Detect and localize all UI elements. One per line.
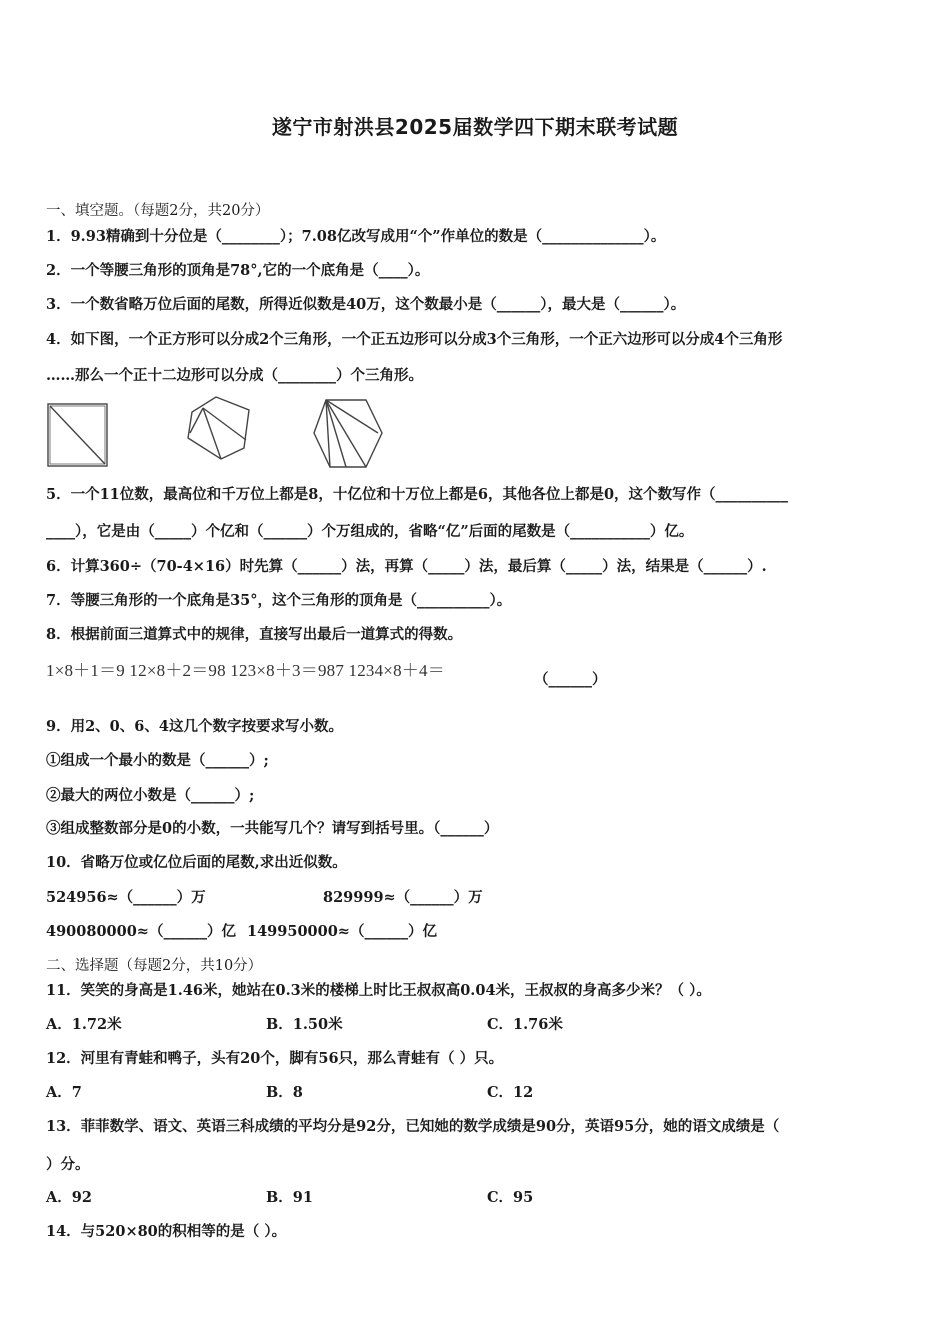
- question-9-part-a: ①组成一个最小的数是（______）;: [46, 752, 269, 769]
- polygon-figures: [40, 396, 400, 476]
- hexagon-figure: [314, 400, 382, 467]
- question-13-line-2: ）分。: [46, 1156, 90, 1173]
- question-6: 6．计算360÷（70-4×16）时先算（______）法，再算（_____）法，最后算（_____）法，结果是（______）.: [46, 558, 767, 575]
- question-10-item-a: 524956≈（______）万: [46, 889, 206, 906]
- square-figure: [48, 404, 107, 466]
- question-5-line-1: 5．一个11位数，最高位和千万位上都是8，十亿位和十万位上都是6，其他各位上都是0，这个数写作（__________: [46, 486, 789, 503]
- question-12-option-c: C．12: [487, 1084, 534, 1101]
- question-8: 8．根据前面三道算式中的规律，直接写出最后一道算式的得数。: [46, 626, 463, 643]
- question-9: 9．用2、0、6、4这几个数字按要求写小数。: [46, 718, 343, 735]
- question-10-item-d: 149950000≈（______）亿: [247, 923, 437, 940]
- question-13-option-b: B．91: [266, 1189, 313, 1206]
- question-4-line-2: ……那么一个正十二边形可以分成（________）个三角形。: [46, 367, 423, 384]
- question-9-part-b: ②最大的两位小数是（______）;: [46, 787, 255, 804]
- question-12-option-b: B．8: [266, 1084, 303, 1101]
- question-13-option-c: C．95: [487, 1189, 534, 1206]
- question-8-formula: 1×8＋1＝9 12×8＋2＝98 123×8＋3＝987 1234×8＋4＝: [46, 661, 445, 680]
- question-11-option-b: B．1.50米: [266, 1016, 343, 1033]
- pentagon-figure: [188, 397, 249, 459]
- question-2: 2．一个等腰三角形的顶角是78°,它的一个底角是（____）。: [46, 262, 430, 279]
- question-11-option-a: A．1.72米: [46, 1016, 122, 1033]
- question-9-part-c: ③组成整数部分是0的小数，一共能写几个？请写到括号里。（______）: [46, 820, 499, 837]
- question-10: 10．省略万位或亿位后面的尾数,求出近似数。: [46, 854, 347, 871]
- question-13-option-a: A．92: [46, 1189, 92, 1206]
- question-14: 14．与520×80的积相等的是（ ）。: [46, 1223, 287, 1240]
- section-heading-fill-blank: 一、填空题。（每题2分，共20分）: [46, 203, 270, 219]
- page-title: 遂宁市射洪县2025届数学四下期末联考试题: [271, 115, 679, 139]
- question-11: 11．笑笑的身高是1.46米，她站在0.3米的楼梯上时比王叔叔高0.04米，王叔叔的身高多少米？（ ）。: [46, 982, 711, 999]
- question-3: 3．一个数省略万位后面的尾数，所得近似数是40万，这个数最小是（______），最大是（______）。: [46, 296, 686, 313]
- question-4-line-1: 4．如下图，一个正方形可以分成2个三角形，一个正五边形可以分成3个三角形，一个正六边形可以分成4个三角形: [46, 331, 783, 348]
- question-10-item-c: 490080000≈（______）亿: [46, 923, 236, 940]
- question-7: 7．等腰三角形的一个底角是35°，这个三角形的顶角是（__________）。: [46, 592, 512, 609]
- question-5-line-2: ____），它是由（_____）个亿和（______）个万组成的，省略“亿”后面的尾数是（___________）亿。: [46, 523, 694, 540]
- question-8-answer-blank: （______）: [534, 671, 607, 688]
- question-10-item-b: 829999≈（______）万: [323, 889, 483, 906]
- question-1: 1．9.93精确到十分位是（________）；7.08亿改写成用“个”作单位的数是（______________）。: [46, 228, 666, 245]
- section-heading-choice: 二、选择题（每题2分，共10分）: [46, 958, 263, 974]
- question-13-line-1: 13．菲菲数学、语文、英语三科成绩的平均分是92分，已知她的数学成绩是90分，英语95分，她的语文成绩是（: [46, 1118, 780, 1135]
- question-12-option-a: A．7: [46, 1084, 82, 1101]
- question-12: 12．河里有青蛙和鸭子，头有20个，脚有56只，那么青蛙有（ ）只。: [46, 1050, 504, 1067]
- question-11-option-c: C．1.76米: [487, 1016, 563, 1033]
